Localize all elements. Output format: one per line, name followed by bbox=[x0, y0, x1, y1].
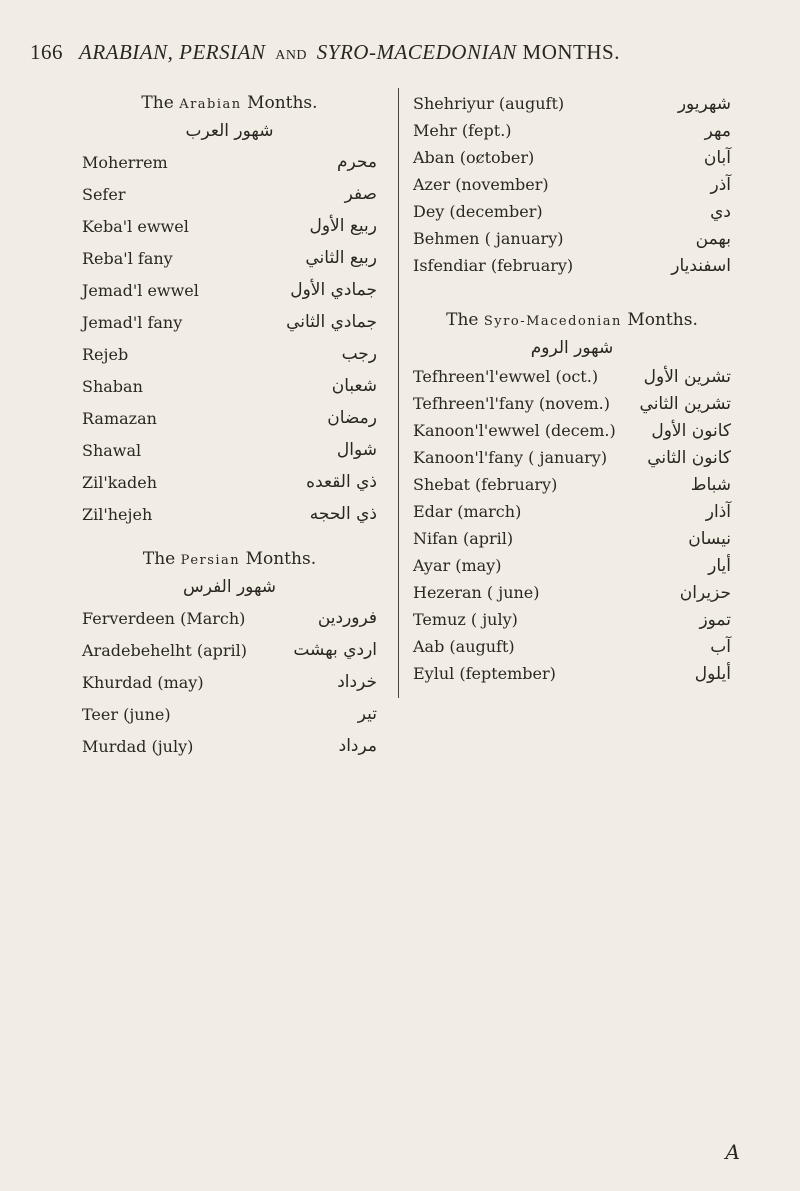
month-name: Murdad (july) bbox=[82, 736, 194, 756]
month-name: Ferverdeen (March) bbox=[82, 608, 246, 628]
month-arabic: آبان bbox=[703, 147, 731, 168]
list-item bbox=[413, 552, 731, 579]
month-name: Shebat (february) bbox=[413, 475, 558, 494]
list-item bbox=[82, 434, 377, 466]
month-arabic: خرداد bbox=[337, 672, 377, 692]
header-and: AND bbox=[275, 48, 308, 63]
list-item bbox=[413, 363, 731, 390]
list-item bbox=[82, 466, 377, 498]
month-arabic: آذار bbox=[705, 501, 731, 522]
month-arabic: كانون الثاني bbox=[647, 447, 731, 468]
arabian-section-title: The Arabian Months. bbox=[141, 93, 318, 113]
month-arabic: مهر bbox=[704, 120, 731, 141]
list-item bbox=[413, 90, 731, 117]
arabian-arabic-heading: شهور العرب bbox=[185, 121, 274, 141]
list-item bbox=[82, 402, 377, 434]
month-arabic: بهمن bbox=[695, 228, 731, 249]
list-item bbox=[82, 242, 377, 274]
header-months: MONTHS. bbox=[522, 40, 620, 64]
month-arabic: دي bbox=[710, 201, 731, 222]
month-arabic: تير bbox=[357, 704, 377, 724]
list-item bbox=[82, 602, 377, 634]
header-arabian: ARABIAN bbox=[79, 40, 168, 64]
list-item bbox=[413, 660, 731, 687]
list-item bbox=[413, 498, 731, 525]
list-item bbox=[413, 525, 731, 552]
list-item bbox=[413, 390, 731, 417]
month-name: Hezeran ( june) bbox=[413, 583, 540, 602]
month-arabic: شباط bbox=[690, 474, 731, 495]
month-arabic: رجب bbox=[341, 344, 377, 364]
month-arabic: جمادي الأول bbox=[290, 280, 377, 300]
list-item bbox=[82, 666, 377, 698]
header-persian: PERSIAN bbox=[179, 40, 266, 64]
month-name: Tefhreen'l'fany (novem.) bbox=[413, 394, 611, 413]
month-arabic: اسفنديار bbox=[671, 255, 731, 276]
syro-arabic-heading: شهور الروم bbox=[530, 338, 614, 358]
month-arabic: ربيع الثاني bbox=[305, 248, 377, 268]
month-name: Moherrem bbox=[82, 152, 168, 172]
month-arabic: تشرين الثاني bbox=[639, 393, 731, 414]
month-arabic: محرم bbox=[337, 152, 377, 172]
month-arabic: تموز bbox=[699, 609, 731, 630]
month-arabic: كانون الأول bbox=[651, 420, 731, 441]
list-item bbox=[82, 634, 377, 666]
syro-month-list bbox=[413, 363, 731, 687]
month-name: Shehriyur (auguft) bbox=[413, 94, 565, 113]
list-item bbox=[413, 579, 731, 606]
month-name: Isfendiar (february) bbox=[413, 256, 574, 275]
month-arabic: نيسان bbox=[688, 528, 731, 549]
month-arabic: تشرين الأول bbox=[643, 366, 731, 387]
month-name: Aab (auguft) bbox=[413, 637, 515, 656]
list-item bbox=[82, 730, 377, 762]
month-arabic: مرداد bbox=[338, 736, 377, 756]
month-arabic: شهريور bbox=[677, 93, 731, 114]
month-arabic: اردي بهشت bbox=[293, 640, 377, 660]
list-item bbox=[413, 171, 731, 198]
list-item bbox=[82, 306, 377, 338]
month-name: Zil'kadeh bbox=[82, 472, 157, 492]
month-name: Rejeb bbox=[82, 344, 129, 364]
list-item bbox=[82, 698, 377, 730]
month-arabic: فروردين bbox=[317, 608, 377, 628]
month-name: Jemad'l ewwel bbox=[82, 280, 199, 300]
left-column bbox=[82, 90, 377, 762]
month-arabic: أيلول bbox=[694, 663, 731, 684]
running-header bbox=[30, 40, 770, 65]
month-arabic: رمضان bbox=[327, 408, 377, 428]
header-syro: SYRO-MACEDONIAN bbox=[316, 40, 517, 64]
list-item bbox=[82, 338, 377, 370]
header-comma: , bbox=[167, 40, 174, 64]
list-item bbox=[413, 444, 731, 471]
month-name: Kanoon'l'ewwel (decem.) bbox=[413, 421, 616, 440]
persian-month-list-left bbox=[82, 602, 377, 762]
month-name: Jemad'l fany bbox=[82, 312, 183, 332]
month-name: Zil'hejeh bbox=[82, 504, 153, 524]
list-item bbox=[413, 417, 731, 444]
month-name: Shawal bbox=[82, 440, 142, 460]
month-arabic: صفر bbox=[344, 184, 377, 204]
arabian-month-list bbox=[82, 146, 377, 530]
syro-section-title: The Syro-Macedonian Months. bbox=[446, 310, 698, 330]
list-item bbox=[413, 606, 731, 633]
list-item bbox=[82, 370, 377, 402]
list-item bbox=[82, 178, 377, 210]
month-arabic: شعبان bbox=[331, 376, 377, 396]
month-name: Behmen ( january) bbox=[413, 229, 564, 248]
persian-arabic-heading: شهور الفرس bbox=[182, 577, 277, 597]
month-name: Ramazan bbox=[82, 408, 157, 428]
month-arabic: حزيران bbox=[679, 582, 731, 603]
list-item bbox=[413, 471, 731, 498]
list-item bbox=[413, 633, 731, 660]
month-name: Edar (march) bbox=[413, 502, 522, 521]
month-name: Shaban bbox=[82, 376, 143, 396]
month-arabic: ربيع الأول bbox=[309, 216, 377, 236]
month-name: Ayar (may) bbox=[413, 556, 502, 575]
list-item bbox=[413, 198, 731, 225]
month-name: Temuz ( july) bbox=[413, 610, 518, 629]
list-item bbox=[82, 210, 377, 242]
list-item bbox=[413, 252, 731, 279]
month-name: Aradebehelht (april) bbox=[82, 640, 248, 660]
month-name: Eylul (feptember) bbox=[413, 664, 556, 683]
month-arabic: ذي القعده bbox=[306, 472, 377, 492]
list-item bbox=[413, 225, 731, 252]
month-name: Dey (december) bbox=[413, 202, 543, 221]
month-arabic: أيار bbox=[708, 555, 731, 576]
month-arabic: آذر bbox=[710, 174, 731, 195]
list-item bbox=[82, 274, 377, 306]
month-name: Kanoon'l'fany ( january) bbox=[413, 448, 608, 467]
month-name: Tefhreen'l'ewwel (oct.) bbox=[413, 367, 599, 386]
month-name: Reba'l fany bbox=[82, 248, 173, 268]
month-name: Teer (june) bbox=[82, 704, 171, 724]
page-number: 166 bbox=[30, 40, 63, 64]
month-arabic: جمادي الثاني bbox=[286, 312, 377, 332]
list-item bbox=[413, 144, 731, 171]
month-arabic: ذي الحجه bbox=[309, 504, 377, 524]
right-column bbox=[413, 90, 731, 687]
persian-section-title: The Persian Months. bbox=[142, 549, 317, 569]
month-name: Nifan (april) bbox=[413, 529, 514, 548]
month-name: Azer (november) bbox=[413, 175, 549, 194]
month-name: Mehr (fept.) bbox=[413, 121, 512, 140]
persian-month-list-right bbox=[413, 90, 731, 279]
list-item bbox=[82, 146, 377, 178]
month-name: Khurdad (may) bbox=[82, 672, 204, 692]
month-arabic: آب bbox=[710, 636, 731, 657]
month-name: Keba'l ewwel bbox=[82, 216, 189, 236]
list-item bbox=[82, 498, 377, 530]
month-arabic: شوال bbox=[336, 440, 377, 460]
month-name: Aban (oȼtober) bbox=[413, 148, 535, 167]
column-divider bbox=[398, 88, 399, 698]
month-name: Sefer bbox=[82, 184, 126, 204]
catchword: A bbox=[725, 1140, 740, 1164]
list-item bbox=[413, 117, 731, 144]
